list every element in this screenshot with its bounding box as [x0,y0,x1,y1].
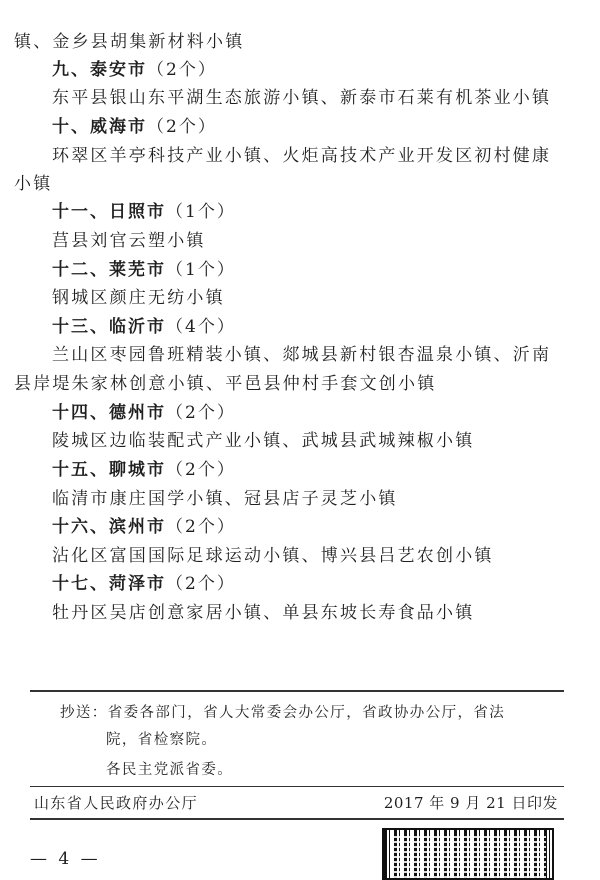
list-text-line: 县岸堤朱家林创意小镇、平邑县仲村手套文创小镇 [14,374,437,394]
heading-number: 十五、 [52,460,109,480]
list-text-line: 沾化区富国国际足球运动小镇、博兴县吕艺农创小镇 [52,546,494,566]
heading-count: （1个） [166,260,236,280]
footer-rule [30,818,564,820]
city-heading-laiwu [52,258,586,282]
list-text-line: 环翠区羊亭科技产业小镇、火炬高技术产业开发区初村健康 [52,146,552,166]
cc-line-2: 院，省检察院。 [106,732,218,748]
city-heading-rizhao [52,200,586,224]
heading-number: 九、 [52,60,90,80]
heading-number: 十六、 [52,517,109,537]
heading-city: 莱芜市 [109,260,166,280]
city-heading-binzhou [52,515,586,539]
heading-number: 十一、 [52,202,109,222]
heading-count: （2个） [147,117,217,137]
list-text-line: 镇、金乡县胡集新材料小镇 [14,32,245,52]
list-text-line: 小镇 [14,174,53,194]
heading-count: （2个） [166,517,236,537]
page-number: — 4 — [30,849,101,869]
heading-number: 十三、 [52,317,109,337]
heading-city: 聊城市 [109,460,166,480]
heading-count: （1个） [166,202,236,222]
city-heading-taian [52,58,586,82]
city-heading-heze [52,572,586,596]
heading-number: 十七、 [52,574,109,594]
heading-city: 威海市 [90,117,147,137]
heading-city: 滨州市 [109,517,166,537]
cc-line-1 [60,702,505,724]
city-heading-dezhou [52,401,586,425]
heading-number: 十、 [52,117,90,137]
list-text-line: 陵城区边临装配式产业小镇、武城县武城辣椒小镇 [52,431,475,451]
cc-recipients: 省委各部门，省人大常委会办公厅，省政协办公厅，省法 [107,705,506,721]
heading-count: （2个） [166,574,236,594]
heading-number: 十四、 [52,403,109,423]
heading-number: 十二、 [52,260,109,280]
issue-date: 2017 年 9 月 21 日印发 [383,794,558,812]
list-text-line: 钢城区颜庄无纺小镇 [52,288,225,308]
heading-city: 临沂市 [109,317,166,337]
heading-city: 菏泽市 [109,574,166,594]
list-text-line: 莒县刘官云塑小镇 [52,231,206,251]
heading-count: （2个） [166,460,236,480]
heading-count: （2个） [147,60,217,80]
cc-label: 抄送： [60,705,108,721]
list-text-line: 兰山区枣园鲁班精装小镇、郯城县新村银杏温泉小镇、沂南 [52,345,552,365]
cc-top-rule [30,690,564,692]
list-text-line: 临清市康庄国学小镇、冠县店子灵芝小镇 [52,489,398,509]
city-heading-weihai [52,115,586,139]
city-heading-linyi [52,315,586,339]
cc-line-3: 各民主党派省委。 [106,762,234,778]
cc-bottom-rule [30,786,564,787]
heading-city: 德州市 [109,403,166,423]
barcode-image [382,828,554,880]
heading-count: （4个） [166,317,236,337]
heading-city: 日照市 [109,202,166,222]
heading-city: 泰安市 [90,60,147,80]
list-text-line: 东平县银山东平湖生态旅游小镇、新泰市石莱有机茶业小镇 [52,88,552,108]
list-text-line: 牡丹区吴店创意家居小镇、单县东坡长寿食品小镇 [52,603,475,623]
heading-count: （2个） [166,403,236,423]
issuer-name: 山东省人民政府办公厅 [34,794,199,812]
city-heading-liaocheng [52,458,586,482]
